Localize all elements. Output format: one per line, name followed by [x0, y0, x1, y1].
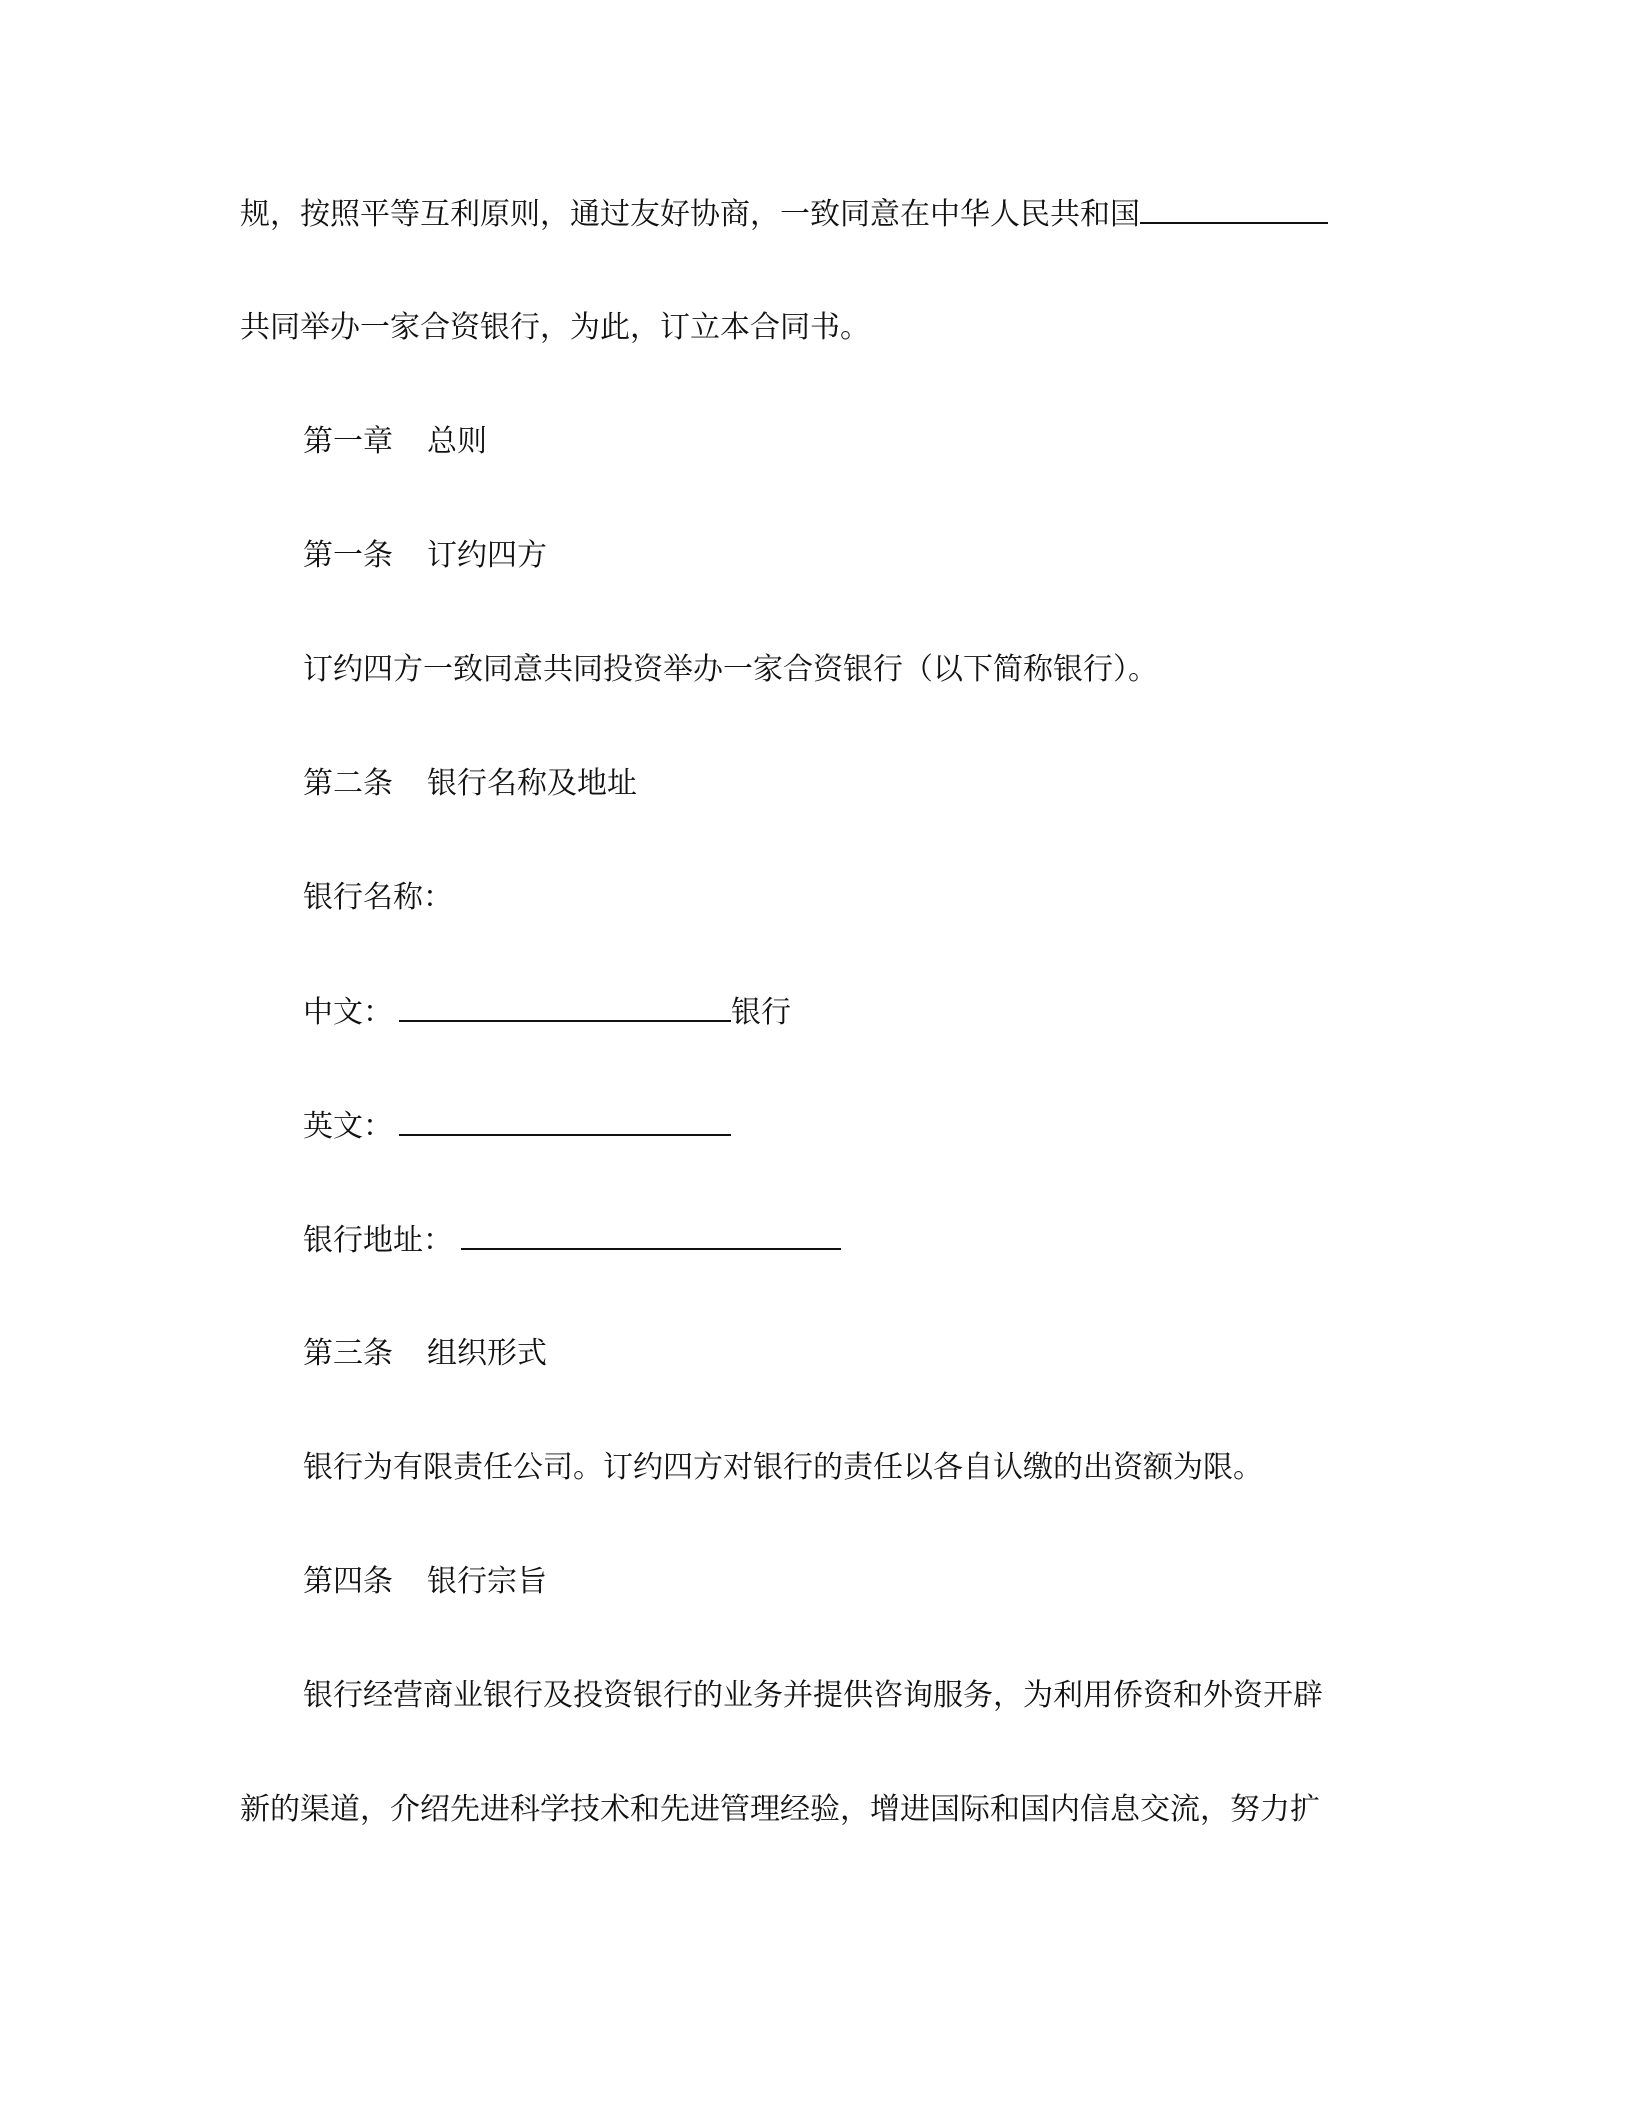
chinese-name-label: 中文：: [303, 995, 393, 1030]
article-title: 组织形式: [427, 1336, 547, 1371]
article-number: 第三条: [303, 1336, 393, 1371]
article-text: 银行经营商业银行及投资银行的业务并提供咨询服务，为利用侨资和外资开辟: [303, 1678, 1323, 1713]
article-number: 第二条: [303, 766, 393, 801]
paragraph-text: 共同举办一家合资银行，为此，订立本合同书。: [240, 310, 870, 345]
chapter-heading: [303, 422, 487, 462]
english-name-line: [303, 1106, 731, 1146]
chinese-name-blank: [399, 992, 731, 1022]
article-text: 银行为有限责任公司。订约四方对银行的责任以各自认缴的出资额为限。: [303, 1450, 1263, 1485]
article-heading: [303, 764, 637, 804]
chapter-number: 第一章: [303, 424, 393, 459]
address-blank: [461, 1220, 841, 1250]
location-blank: [1140, 194, 1328, 224]
article-number: 第四条: [303, 1564, 393, 1599]
paragraph-line: [240, 194, 1328, 234]
field-label-line: [303, 878, 453, 918]
article-heading: [303, 1334, 547, 1374]
article-title: 银行名称及地址: [427, 766, 637, 801]
address-line: [303, 1220, 841, 1260]
english-name-label: 英文：: [303, 1109, 393, 1144]
paragraph-text: 规，按照平等互利原则，通过友好协商，一致同意在中华人民共和国: [240, 197, 1140, 232]
article-number: 第一条: [303, 538, 393, 573]
article-body: [303, 650, 1158, 690]
bank-name-label: 银行名称：: [303, 880, 453, 915]
article-body: [240, 1790, 1320, 1830]
article-title: 银行宗旨: [427, 1564, 547, 1599]
chinese-name-line: [303, 992, 791, 1032]
english-name-blank: [399, 1106, 731, 1136]
article-body: [303, 1448, 1263, 1488]
chapter-title: 总则: [427, 424, 487, 459]
article-title: 订约四方: [427, 538, 547, 573]
article-heading: [303, 536, 547, 576]
address-label: 银行地址：: [303, 1223, 453, 1258]
article-body: [303, 1676, 1323, 1716]
article-text: 新的渠道，介绍先进科学技术和先进管理经验，增进国际和国内信息交流，努力扩: [240, 1792, 1320, 1827]
chinese-name-suffix: 银行: [731, 995, 791, 1030]
article-text: 订约四方一致同意共同投资举办一家合资银行（以下简称银行）。: [303, 652, 1158, 687]
paragraph-line: [240, 308, 870, 348]
article-heading: [303, 1562, 547, 1602]
